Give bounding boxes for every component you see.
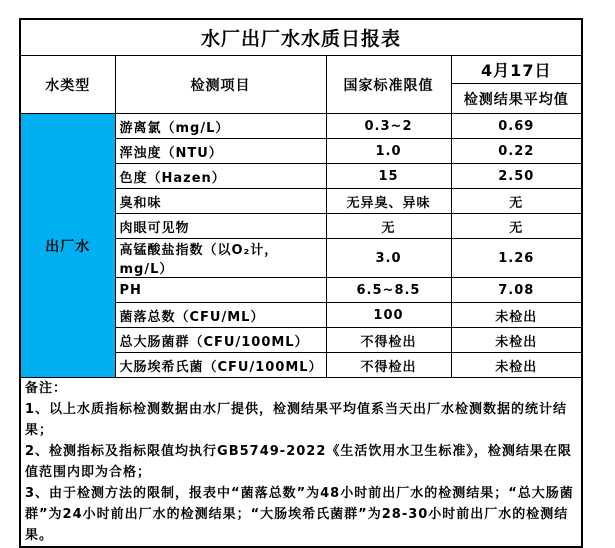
row-item: 肉眼可见物 xyxy=(115,214,326,239)
note-line-1: 1、以上水质指标检测数据由水厂提供，检测结果平均值系当天出厂水检测数据的统计结果； xyxy=(25,402,568,439)
row-result: 无 xyxy=(451,214,582,239)
water-type-cell: 出厂水 xyxy=(20,114,115,378)
row-result: 无 xyxy=(451,189,582,214)
row-result: 2.50 xyxy=(451,164,582,189)
title-row xyxy=(20,19,582,56)
row-limit: 100 xyxy=(326,303,451,328)
note-line-3: 3、由于检测方法的限制，报表中“菌落总数”为48小时前出厂水的检测结果；“总大肠菌群”为24小时前出厂水的检测结果；“大肠埃希氏菌群”为28-30小时前出厂水的检测结果。 xyxy=(25,486,574,544)
report-title: 水厂出厂水水质日报表 xyxy=(20,19,582,56)
note-line-2: 2、检测指标及指标限值均执行GB5749-2022《生活饮用水卫生标准》，检测结果在限值范围内即为合格； xyxy=(25,444,572,481)
row-result: 7.08 xyxy=(451,278,582,303)
water-quality-report-table xyxy=(19,18,583,548)
table-row xyxy=(20,114,582,139)
row-limit: 3.0 xyxy=(326,239,451,278)
row-result: 未检出 xyxy=(451,303,582,328)
row-item: 臭和味 xyxy=(115,189,326,214)
header-standard-limit: 国家标准限值 xyxy=(326,56,451,114)
header-result-average: 检测结果平均值 xyxy=(451,84,582,114)
row-item: 高锰酸盐指数（以O₂计，mg/L） xyxy=(115,239,326,278)
row-item: 色度（Hazen） xyxy=(115,164,326,189)
row-limit: 1.0 xyxy=(326,139,451,164)
notes-label: 备注： xyxy=(25,381,68,396)
header-water-type: 水类型 xyxy=(20,56,115,114)
row-item: 总大肠菌群（CFU/100ML） xyxy=(115,328,326,353)
row-limit: 15 xyxy=(326,164,451,189)
row-item: 菌落总数（CFU/ML） xyxy=(115,303,326,328)
row-item: 游离氯（mg/L） xyxy=(115,114,326,139)
row-item: 浑浊度（NTU） xyxy=(115,139,326,164)
row-limit: 不得检出 xyxy=(326,353,451,378)
header-item: 检测项目 xyxy=(115,56,326,114)
row-limit: 0.3~2 xyxy=(326,114,451,139)
row-limit: 不得检出 xyxy=(326,328,451,353)
row-limit: 6.5~8.5 xyxy=(326,278,451,303)
row-limit: 无 xyxy=(326,214,451,239)
row-result: 1.26 xyxy=(451,239,582,278)
header-row xyxy=(20,56,582,84)
row-result: 未检出 xyxy=(451,353,582,378)
row-result: 0.69 xyxy=(451,114,582,139)
header-date: 4月17日 xyxy=(451,56,582,84)
notes-row xyxy=(20,378,582,548)
row-limit: 无异臭、异味 xyxy=(326,189,451,214)
row-item: 大肠埃希氏菌（CFU/100ML） xyxy=(115,353,326,378)
row-item: PH xyxy=(115,278,326,303)
notes-section xyxy=(20,378,582,548)
row-result: 0.22 xyxy=(451,139,582,164)
row-result: 未检出 xyxy=(451,328,582,353)
